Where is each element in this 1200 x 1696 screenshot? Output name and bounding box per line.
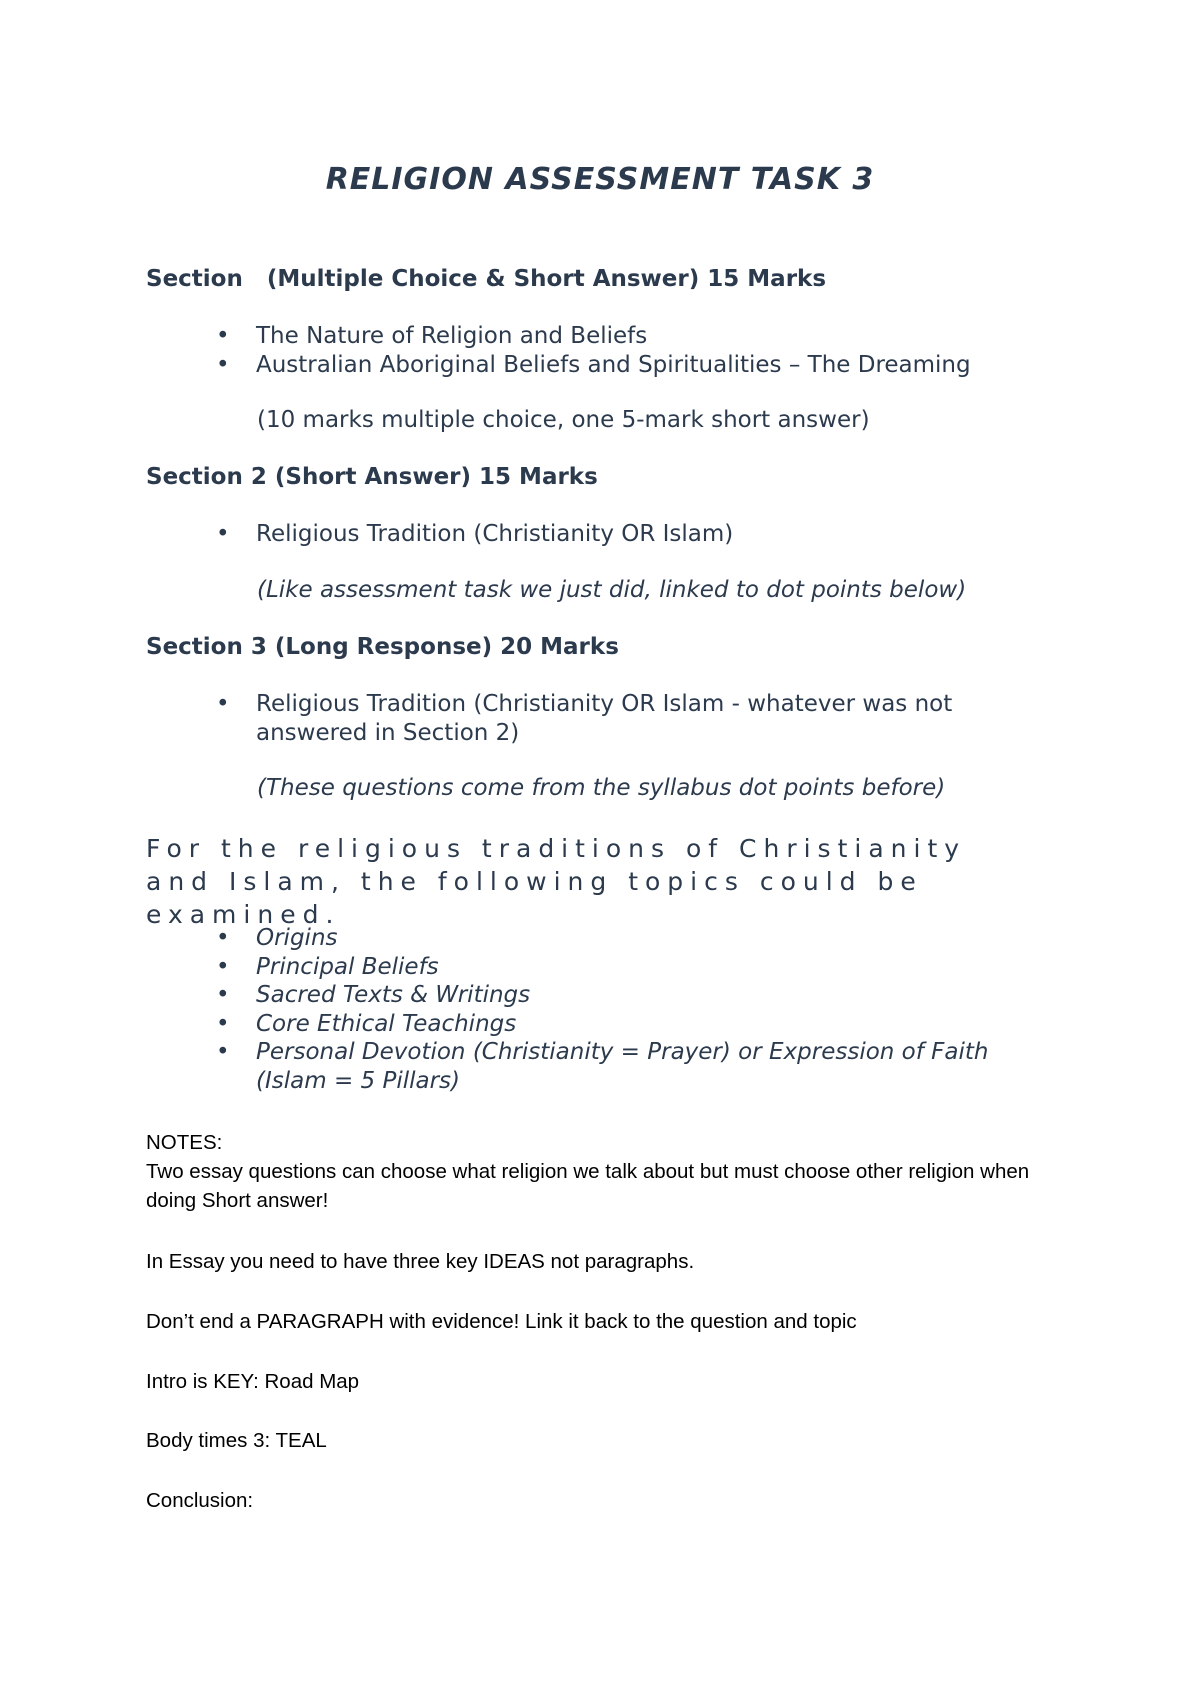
bullet-icon: •: [216, 925, 230, 951]
list-item: • Religious Tradition (Christianity OR Islam - whatever was not answered in Section 2): [216, 691, 953, 746]
section-1-note: (10 marks multiple choice, one 5-mark short answer): [257, 407, 870, 433]
section-3-list: [216, 690, 1036, 747]
notes-line-4: Intro is KEY: Road Map: [146, 1370, 360, 1393]
list-item: • The Nature of Religion and Beliefs: [216, 323, 648, 349]
list-item: • Religious Tradition (Christianity OR Islam): [216, 521, 734, 547]
list-item: • Origins: [216, 925, 338, 951]
notes-line-3: Don’t end a PARAGRAPH with evidence! Link it back to the question and topic: [146, 1310, 857, 1333]
section-2-heading: Section 2 (Short Answer) 15 Marks: [146, 464, 598, 490]
bullet-icon: •: [216, 982, 230, 1008]
bullet-icon: •: [216, 953, 230, 980]
section-1-list: [216, 322, 1076, 379]
document-title: RELIGION ASSESSMENT TASK 3: [325, 162, 875, 197]
section-3-heading: Section 3 (Long Response) 20 Marks: [146, 634, 619, 660]
notes-line-5: Body times 3: TEAL: [146, 1429, 327, 1452]
section-2-list: [216, 520, 1076, 549]
bullet-icon: •: [216, 1039, 230, 1065]
section-3-note: (These questions come from the syllabus dot points before): [257, 775, 946, 801]
notes-line-6: Conclusion:: [146, 1489, 254, 1512]
notes-label: NOTES:: [146, 1131, 223, 1154]
section-2-note: (Like assessment task we just did, linked to dot points below): [257, 577, 967, 603]
list-item: • Principal Beliefs: [216, 953, 439, 980]
notes-line-1: Two essay questions can choose what religion we talk about but must choose other religion when doing Short answer!: [146, 1160, 1030, 1212]
topics-intro: For the religious traditions of Christianity and Islam, the following topics could be examined.: [146, 834, 967, 929]
section-1-heading: Section (Multiple Choice & Short Answer) 15 Marks: [146, 266, 827, 292]
list-item: • Australian Aboriginal Beliefs and Spiritualities – The Dreaming: [216, 351, 971, 378]
bullet-icon: •: [216, 521, 230, 547]
bullet-icon: •: [216, 1010, 230, 1037]
notes-line-2: In Essay you need to have three key IDEAS not paragraphs.: [146, 1250, 695, 1273]
list-item: • Core Ethical Teachings: [216, 1010, 517, 1037]
bullet-icon: •: [216, 323, 230, 349]
list-item: • Sacred Texts & Writings: [216, 982, 531, 1008]
notes-block: [146, 1128, 1066, 1215]
bullet-icon: •: [216, 351, 230, 378]
topics-list: [216, 924, 1076, 1095]
bullet-icon: •: [216, 691, 230, 717]
list-item: • Personal Devotion (Christianity = Prayer) or Expression of Faith (Islam = 5 Pillars): [216, 1039, 989, 1094]
